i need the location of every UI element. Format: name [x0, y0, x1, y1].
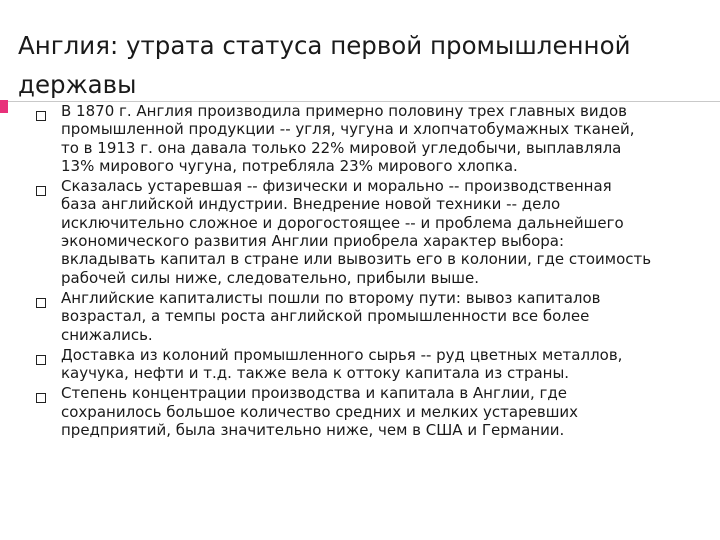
bullet-text: Сказалась устаревшая -- физически и морально -- производственная база английской индустрии. Внедрение новой техники -- дело исключительно сложное и дорогостоящее -- и проблема дальнейшего экономического развития Англии приобрела характер выбора: вкладывать капитал в стране или вывозить его в колонии, где стоимость рабочей силы ниже, следовательно, прибыли выше.	[61, 177, 652, 287]
slide-title-line-1: Англия: утрата статуса первой промышленной	[18, 31, 631, 60]
square-bullet-icon	[36, 355, 46, 365]
bullet-text: В 1870 г. Англия производила примерно половину трех главных видов промышленной продукции -- угля, чугуна и хлопчатобумажных тканей, то в 1913 г. она давала только 22% мировой угледобычи, выплавляла 13% мирового чугуна, потребляла 23% мирового хлопка.	[61, 102, 635, 175]
bullet-item	[36, 289, 696, 344]
square-bullet-icon	[36, 186, 46, 196]
bullet-text: Степень концентрации производства и капитала в Англии, где сохранилось большое количество средних и мелких устаревших предприятий, была значительно ниже, чем в США и Германии.	[61, 384, 579, 440]
square-bullet-icon	[36, 298, 46, 308]
title-accent-bar	[0, 100, 8, 113]
square-bullet-icon	[36, 393, 46, 403]
bullet-item	[36, 384, 696, 439]
bullet-text: Доставка из колоний промышленного сырья -- руд цветных металлов, каучука, нефти и т.д. также вела к оттоку капитала из страны.	[61, 345, 623, 383]
bullet-text: Английские капиталисты пошли по второму пути: вывоз капиталов возрастал, а темпы роста английской промышленности все более снижались.	[61, 288, 601, 344]
bullet-item	[36, 346, 696, 383]
square-bullet-icon	[36, 111, 46, 121]
slide-title	[18, 26, 708, 104]
bullet-list	[36, 102, 696, 441]
bullet-item	[36, 177, 696, 287]
slide-title-line-2: державы	[18, 70, 137, 99]
bullet-item	[36, 102, 696, 175]
